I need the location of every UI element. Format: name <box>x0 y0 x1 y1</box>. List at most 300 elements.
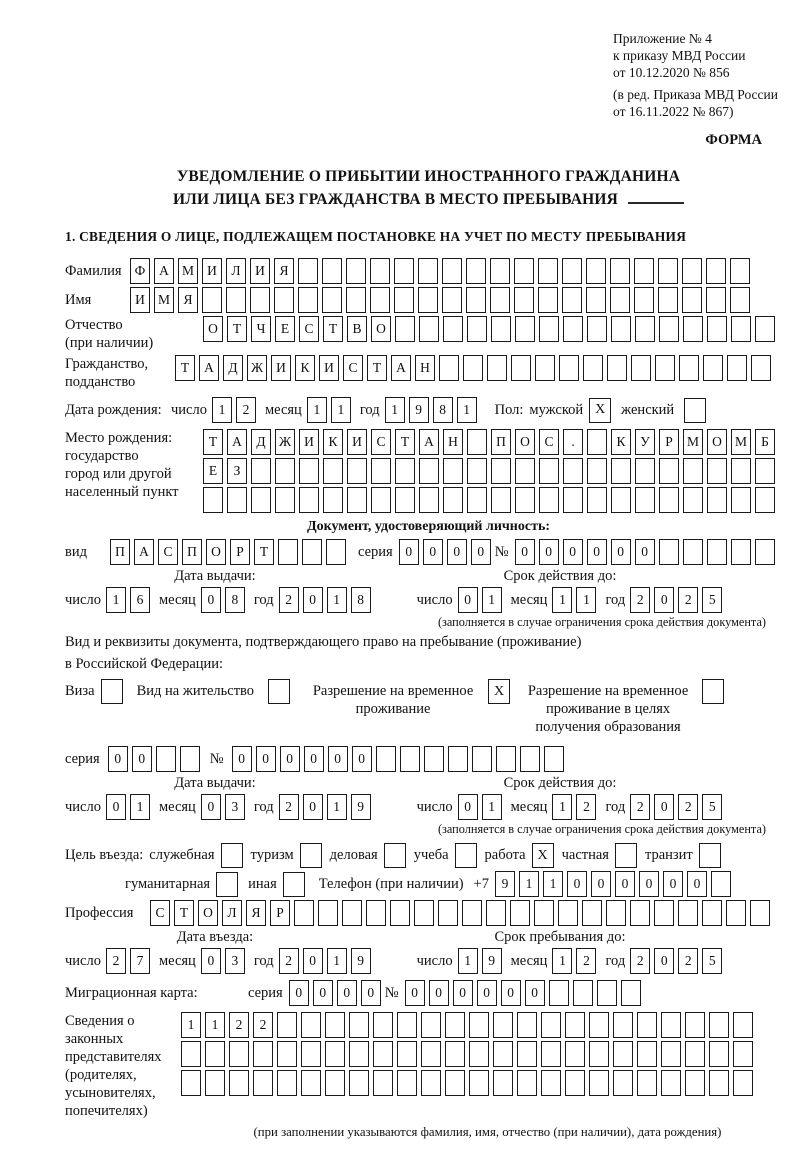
char-cell[interactable]: 1 <box>106 587 126 613</box>
char-cell[interactable] <box>611 487 631 513</box>
char-cell[interactable] <box>156 746 176 772</box>
char-cell[interactable] <box>462 900 482 926</box>
checkbox-temp-residence[interactable]: X <box>488 679 510 704</box>
char-cell[interactable] <box>442 258 462 284</box>
char-cell[interactable]: 1 <box>552 587 572 613</box>
char-cell[interactable] <box>631 355 651 381</box>
char-cell[interactable] <box>511 355 531 381</box>
char-cell[interactable]: 0 <box>501 980 521 1006</box>
char-cell[interactable] <box>421 1041 441 1067</box>
char-cell[interactable] <box>586 287 606 313</box>
char-cell[interactable] <box>227 487 247 513</box>
char-cell[interactable] <box>589 1012 609 1038</box>
char-cell[interactable]: 2 <box>229 1012 249 1038</box>
char-cell[interactable]: 0 <box>303 587 323 613</box>
char-cell[interactable] <box>661 1070 681 1096</box>
char-cell[interactable] <box>515 487 535 513</box>
char-cell[interactable] <box>683 316 703 342</box>
char-cell[interactable]: 0 <box>132 746 152 772</box>
char-cell[interactable]: 0 <box>289 980 309 1006</box>
char-cell[interactable] <box>394 258 414 284</box>
char-cell[interactable]: 2 <box>678 587 698 613</box>
char-cell[interactable]: 1 <box>181 1012 201 1038</box>
char-cell[interactable] <box>587 487 607 513</box>
char-cell[interactable] <box>711 871 731 897</box>
char-cell[interactable] <box>181 1070 201 1096</box>
char-cell[interactable]: И <box>130 287 150 313</box>
char-cell[interactable] <box>346 258 366 284</box>
char-cell[interactable] <box>613 1070 633 1096</box>
char-cell[interactable]: Д <box>251 429 271 455</box>
char-cell[interactable] <box>299 458 319 484</box>
char-cell[interactable]: Р <box>230 539 250 565</box>
char-cell[interactable] <box>376 746 396 772</box>
char-cell[interactable] <box>514 287 534 313</box>
char-cell[interactable] <box>706 258 726 284</box>
char-cell[interactable] <box>419 316 439 342</box>
char-cell[interactable] <box>611 458 631 484</box>
char-cell[interactable]: А <box>134 539 154 565</box>
char-cell[interactable] <box>634 287 654 313</box>
char-cell[interactable] <box>493 1012 513 1038</box>
char-cell[interactable]: К <box>295 355 315 381</box>
char-cell[interactable]: Я <box>178 287 198 313</box>
char-cell[interactable]: 3 <box>225 948 245 974</box>
char-cell[interactable] <box>535 355 555 381</box>
char-cell[interactable] <box>661 1041 681 1067</box>
char-cell[interactable]: М <box>683 429 703 455</box>
char-cell[interactable]: 0 <box>639 871 659 897</box>
checkbox-official[interactable] <box>221 843 243 868</box>
char-cell[interactable]: 2 <box>678 948 698 974</box>
char-cell[interactable] <box>658 287 678 313</box>
char-cell[interactable]: 5 <box>702 794 722 820</box>
char-cell[interactable] <box>467 487 487 513</box>
char-cell[interactable] <box>606 900 626 926</box>
char-cell[interactable]: 1 <box>576 587 596 613</box>
char-cell[interactable]: 0 <box>108 746 128 772</box>
char-cell[interactable]: 2 <box>576 948 596 974</box>
char-cell[interactable] <box>541 1041 561 1067</box>
char-cell[interactable]: Р <box>659 429 679 455</box>
char-cell[interactable]: 9 <box>351 948 371 974</box>
char-cell[interactable] <box>373 1041 393 1067</box>
char-cell[interactable]: О <box>203 316 223 342</box>
char-cell[interactable]: 0 <box>611 539 631 565</box>
char-cell[interactable] <box>563 487 583 513</box>
char-cell[interactable]: 1 <box>327 794 347 820</box>
char-cell[interactable] <box>635 316 655 342</box>
char-cell[interactable] <box>541 1012 561 1038</box>
char-cell[interactable]: 0 <box>201 587 221 613</box>
char-cell[interactable]: 0 <box>477 980 497 1006</box>
char-cell[interactable]: О <box>206 539 226 565</box>
char-cell[interactable] <box>322 258 342 284</box>
char-cell[interactable] <box>326 539 346 565</box>
char-cell[interactable] <box>755 487 775 513</box>
char-cell[interactable]: Т <box>254 539 274 565</box>
char-cell[interactable] <box>565 1012 585 1038</box>
char-cell[interactable]: 9 <box>482 948 502 974</box>
char-cell[interactable]: Б <box>755 429 775 455</box>
char-cell[interactable]: 0 <box>405 980 425 1006</box>
char-cell[interactable] <box>587 316 607 342</box>
char-cell[interactable] <box>253 1070 273 1096</box>
char-cell[interactable] <box>637 1070 657 1096</box>
checkbox-study[interactable] <box>455 843 477 868</box>
checkbox-tourism[interactable] <box>300 843 322 868</box>
char-cell[interactable] <box>733 1012 753 1038</box>
char-cell[interactable]: 0 <box>471 539 491 565</box>
char-cell[interactable]: И <box>299 429 319 455</box>
char-cell[interactable] <box>685 1041 705 1067</box>
char-cell[interactable] <box>414 900 434 926</box>
char-cell[interactable]: Ч <box>251 316 271 342</box>
char-cell[interactable] <box>733 1070 753 1096</box>
char-cell[interactable]: 2 <box>576 794 596 820</box>
char-cell[interactable] <box>325 1070 345 1096</box>
char-cell[interactable] <box>180 746 200 772</box>
char-cell[interactable]: 2 <box>279 587 299 613</box>
char-cell[interactable] <box>394 287 414 313</box>
checkbox-other[interactable] <box>283 872 305 897</box>
char-cell[interactable]: 1 <box>130 794 150 820</box>
char-cell[interactable]: М <box>178 258 198 284</box>
char-cell[interactable] <box>597 980 617 1006</box>
char-cell[interactable]: 1 <box>205 1012 225 1038</box>
char-cell[interactable] <box>472 746 492 772</box>
char-cell[interactable]: 0 <box>687 871 707 897</box>
char-cell[interactable] <box>565 1041 585 1067</box>
char-cell[interactable] <box>418 258 438 284</box>
char-cell[interactable] <box>251 487 271 513</box>
char-cell[interactable]: 1 <box>385 397 405 423</box>
char-cell[interactable] <box>253 1041 273 1067</box>
char-cell[interactable] <box>731 539 751 565</box>
char-cell[interactable] <box>346 287 366 313</box>
char-cell[interactable] <box>682 258 702 284</box>
char-cell[interactable] <box>439 355 459 381</box>
char-cell[interactable] <box>443 487 463 513</box>
char-cell[interactable] <box>301 1012 321 1038</box>
char-cell[interactable] <box>607 355 627 381</box>
char-cell[interactable] <box>544 746 564 772</box>
char-cell[interactable] <box>702 900 722 926</box>
char-cell[interactable] <box>520 746 540 772</box>
char-cell[interactable]: 8 <box>433 397 453 423</box>
char-cell[interactable] <box>467 429 487 455</box>
char-cell[interactable]: Т <box>203 429 223 455</box>
char-cell[interactable]: Я <box>246 900 266 926</box>
char-cell[interactable] <box>467 316 487 342</box>
char-cell[interactable] <box>491 458 511 484</box>
char-cell[interactable]: Р <box>270 900 290 926</box>
char-cell[interactable]: 0 <box>106 794 126 820</box>
char-cell[interactable]: 0 <box>201 948 221 974</box>
char-cell[interactable]: 0 <box>399 539 419 565</box>
char-cell[interactable] <box>685 1070 705 1096</box>
char-cell[interactable]: 0 <box>303 794 323 820</box>
char-cell[interactable] <box>299 487 319 513</box>
char-cell[interactable] <box>275 487 295 513</box>
char-cell[interactable]: 0 <box>587 539 607 565</box>
char-cell[interactable] <box>755 458 775 484</box>
char-cell[interactable] <box>611 316 631 342</box>
char-cell[interactable] <box>274 287 294 313</box>
char-cell[interactable]: 0 <box>201 794 221 820</box>
char-cell[interactable]: 9 <box>409 397 429 423</box>
char-cell[interactable] <box>467 458 487 484</box>
char-cell[interactable] <box>583 355 603 381</box>
char-cell[interactable] <box>371 458 391 484</box>
checkbox-residence-permit[interactable] <box>268 679 290 704</box>
char-cell[interactable] <box>573 980 593 1006</box>
char-cell[interactable] <box>424 746 444 772</box>
char-cell[interactable]: . <box>563 429 583 455</box>
char-cell[interactable] <box>610 258 630 284</box>
char-cell[interactable]: 1 <box>457 397 477 423</box>
char-cell[interactable]: К <box>323 429 343 455</box>
char-cell[interactable]: К <box>611 429 631 455</box>
char-cell[interactable] <box>469 1070 489 1096</box>
char-cell[interactable]: 3 <box>225 794 245 820</box>
char-cell[interactable] <box>445 1070 465 1096</box>
char-cell[interactable]: А <box>227 429 247 455</box>
char-cell[interactable]: Т <box>395 429 415 455</box>
char-cell[interactable]: 8 <box>351 587 371 613</box>
char-cell[interactable] <box>709 1041 729 1067</box>
char-cell[interactable] <box>371 487 391 513</box>
char-cell[interactable]: О <box>371 316 391 342</box>
char-cell[interactable] <box>490 258 510 284</box>
char-cell[interactable] <box>419 458 439 484</box>
checkbox-visa[interactable] <box>101 679 123 704</box>
char-cell[interactable]: Л <box>222 900 242 926</box>
char-cell[interactable] <box>731 487 751 513</box>
char-cell[interactable] <box>496 746 516 772</box>
char-cell[interactable] <box>637 1041 657 1067</box>
char-cell[interactable]: З <box>227 458 247 484</box>
char-cell[interactable] <box>558 900 578 926</box>
char-cell[interactable]: 0 <box>313 980 333 1006</box>
char-cell[interactable] <box>322 287 342 313</box>
char-cell[interactable]: Н <box>415 355 435 381</box>
char-cell[interactable]: 7 <box>130 948 150 974</box>
char-cell[interactable] <box>517 1012 537 1038</box>
char-cell[interactable] <box>634 258 654 284</box>
char-cell[interactable]: 1 <box>307 397 327 423</box>
char-cell[interactable] <box>397 1012 417 1038</box>
char-cell[interactable] <box>621 980 641 1006</box>
char-cell[interactable] <box>349 1041 369 1067</box>
char-cell[interactable] <box>419 487 439 513</box>
char-cell[interactable]: М <box>154 287 174 313</box>
char-cell[interactable]: 1 <box>212 397 232 423</box>
char-cell[interactable]: 1 <box>552 794 572 820</box>
char-cell[interactable] <box>655 355 675 381</box>
char-cell[interactable]: 0 <box>232 746 252 772</box>
char-cell[interactable] <box>205 1041 225 1067</box>
char-cell[interactable]: 1 <box>482 587 502 613</box>
char-cell[interactable] <box>750 900 770 926</box>
char-cell[interactable]: Я <box>274 258 294 284</box>
char-cell[interactable] <box>539 487 559 513</box>
char-cell[interactable]: И <box>271 355 291 381</box>
char-cell[interactable] <box>563 458 583 484</box>
char-cell[interactable] <box>682 287 702 313</box>
char-cell[interactable] <box>395 487 415 513</box>
char-cell[interactable] <box>202 287 222 313</box>
char-cell[interactable]: 0 <box>280 746 300 772</box>
checkbox-temp-residence-education[interactable] <box>702 679 724 704</box>
char-cell[interactable] <box>301 1041 321 1067</box>
char-cell[interactable] <box>438 900 458 926</box>
char-cell[interactable] <box>395 316 415 342</box>
char-cell[interactable] <box>373 1070 393 1096</box>
char-cell[interactable] <box>654 900 674 926</box>
char-cell[interactable] <box>349 1012 369 1038</box>
char-cell[interactable] <box>205 1070 225 1096</box>
char-cell[interactable] <box>661 1012 681 1038</box>
char-cell[interactable] <box>659 316 679 342</box>
char-cell[interactable]: 9 <box>495 871 515 897</box>
char-cell[interactable] <box>323 458 343 484</box>
char-cell[interactable]: 2 <box>106 948 126 974</box>
char-cell[interactable]: С <box>343 355 363 381</box>
char-cell[interactable]: Ж <box>247 355 267 381</box>
char-cell[interactable] <box>707 458 727 484</box>
char-cell[interactable]: 1 <box>552 948 572 974</box>
char-cell[interactable] <box>613 1012 633 1038</box>
char-cell[interactable] <box>229 1041 249 1067</box>
char-cell[interactable] <box>730 258 750 284</box>
char-cell[interactable] <box>466 258 486 284</box>
char-cell[interactable]: 0 <box>352 746 372 772</box>
char-cell[interactable] <box>318 900 338 926</box>
char-cell[interactable]: 0 <box>563 539 583 565</box>
char-cell[interactable] <box>397 1041 417 1067</box>
char-cell[interactable] <box>514 258 534 284</box>
char-cell[interactable] <box>589 1070 609 1096</box>
char-cell[interactable] <box>469 1041 489 1067</box>
char-cell[interactable] <box>630 900 650 926</box>
char-cell[interactable]: 0 <box>458 794 478 820</box>
char-cell[interactable]: 2 <box>253 1012 273 1038</box>
char-cell[interactable] <box>487 355 507 381</box>
char-cell[interactable]: 2 <box>236 397 256 423</box>
char-cell[interactable] <box>445 1041 465 1067</box>
char-cell[interactable] <box>707 316 727 342</box>
char-cell[interactable] <box>678 900 698 926</box>
char-cell[interactable]: 0 <box>615 871 635 897</box>
char-cell[interactable] <box>685 1012 705 1038</box>
char-cell[interactable]: 0 <box>591 871 611 897</box>
char-cell[interactable] <box>325 1041 345 1067</box>
char-cell[interactable] <box>731 316 751 342</box>
char-cell[interactable] <box>610 287 630 313</box>
char-cell[interactable]: Л <box>226 258 246 284</box>
char-cell[interactable] <box>325 1012 345 1038</box>
char-cell[interactable] <box>559 355 579 381</box>
char-cell[interactable] <box>726 900 746 926</box>
char-cell[interactable]: О <box>707 429 727 455</box>
char-cell[interactable] <box>347 487 367 513</box>
char-cell[interactable] <box>683 487 703 513</box>
char-cell[interactable] <box>541 1070 561 1096</box>
char-cell[interactable]: 0 <box>447 539 467 565</box>
char-cell[interactable] <box>366 900 386 926</box>
char-cell[interactable]: П <box>491 429 511 455</box>
char-cell[interactable]: 0 <box>525 980 545 1006</box>
char-cell[interactable] <box>251 458 271 484</box>
char-cell[interactable] <box>707 487 727 513</box>
char-cell[interactable] <box>534 900 554 926</box>
char-cell[interactable] <box>538 287 558 313</box>
char-cell[interactable]: П <box>110 539 130 565</box>
char-cell[interactable]: Е <box>275 316 295 342</box>
char-cell[interactable] <box>493 1070 513 1096</box>
char-cell[interactable] <box>278 539 298 565</box>
char-cell[interactable] <box>755 539 775 565</box>
char-cell[interactable]: 2 <box>279 794 299 820</box>
char-cell[interactable] <box>733 1041 753 1067</box>
char-cell[interactable]: Е <box>203 458 223 484</box>
char-cell[interactable]: Ф <box>130 258 150 284</box>
char-cell[interactable]: 0 <box>303 948 323 974</box>
char-cell[interactable] <box>549 980 569 1006</box>
char-cell[interactable]: П <box>182 539 202 565</box>
char-cell[interactable]: Т <box>174 900 194 926</box>
char-cell[interactable]: 0 <box>458 587 478 613</box>
char-cell[interactable] <box>562 287 582 313</box>
char-cell[interactable] <box>298 258 318 284</box>
char-cell[interactable]: О <box>515 429 535 455</box>
char-cell[interactable]: Т <box>227 316 247 342</box>
char-cell[interactable]: С <box>150 900 170 926</box>
char-cell[interactable] <box>448 746 468 772</box>
char-cell[interactable] <box>302 539 322 565</box>
char-cell[interactable] <box>395 458 415 484</box>
char-cell[interactable]: 0 <box>337 980 357 1006</box>
char-cell[interactable]: 0 <box>567 871 587 897</box>
char-cell[interactable] <box>539 458 559 484</box>
char-cell[interactable] <box>463 355 483 381</box>
char-cell[interactable] <box>751 355 771 381</box>
char-cell[interactable]: И <box>347 429 367 455</box>
char-cell[interactable] <box>370 287 390 313</box>
char-cell[interactable]: 6 <box>130 587 150 613</box>
char-cell[interactable]: Т <box>367 355 387 381</box>
char-cell[interactable]: А <box>419 429 439 455</box>
char-cell[interactable] <box>565 1070 585 1096</box>
char-cell[interactable] <box>442 287 462 313</box>
char-cell[interactable] <box>587 429 607 455</box>
char-cell[interactable]: С <box>299 316 319 342</box>
char-cell[interactable]: 2 <box>630 948 650 974</box>
char-cell[interactable] <box>490 287 510 313</box>
char-cell[interactable]: 0 <box>423 539 443 565</box>
char-cell[interactable]: О <box>198 900 218 926</box>
char-cell[interactable] <box>469 1012 489 1038</box>
char-cell[interactable] <box>659 458 679 484</box>
char-cell[interactable]: 1 <box>482 794 502 820</box>
char-cell[interactable]: У <box>635 429 655 455</box>
char-cell[interactable] <box>277 1041 297 1067</box>
char-cell[interactable] <box>730 287 750 313</box>
char-cell[interactable]: И <box>202 258 222 284</box>
char-cell[interactable]: 0 <box>539 539 559 565</box>
checkbox-work[interactable]: X <box>532 843 554 868</box>
